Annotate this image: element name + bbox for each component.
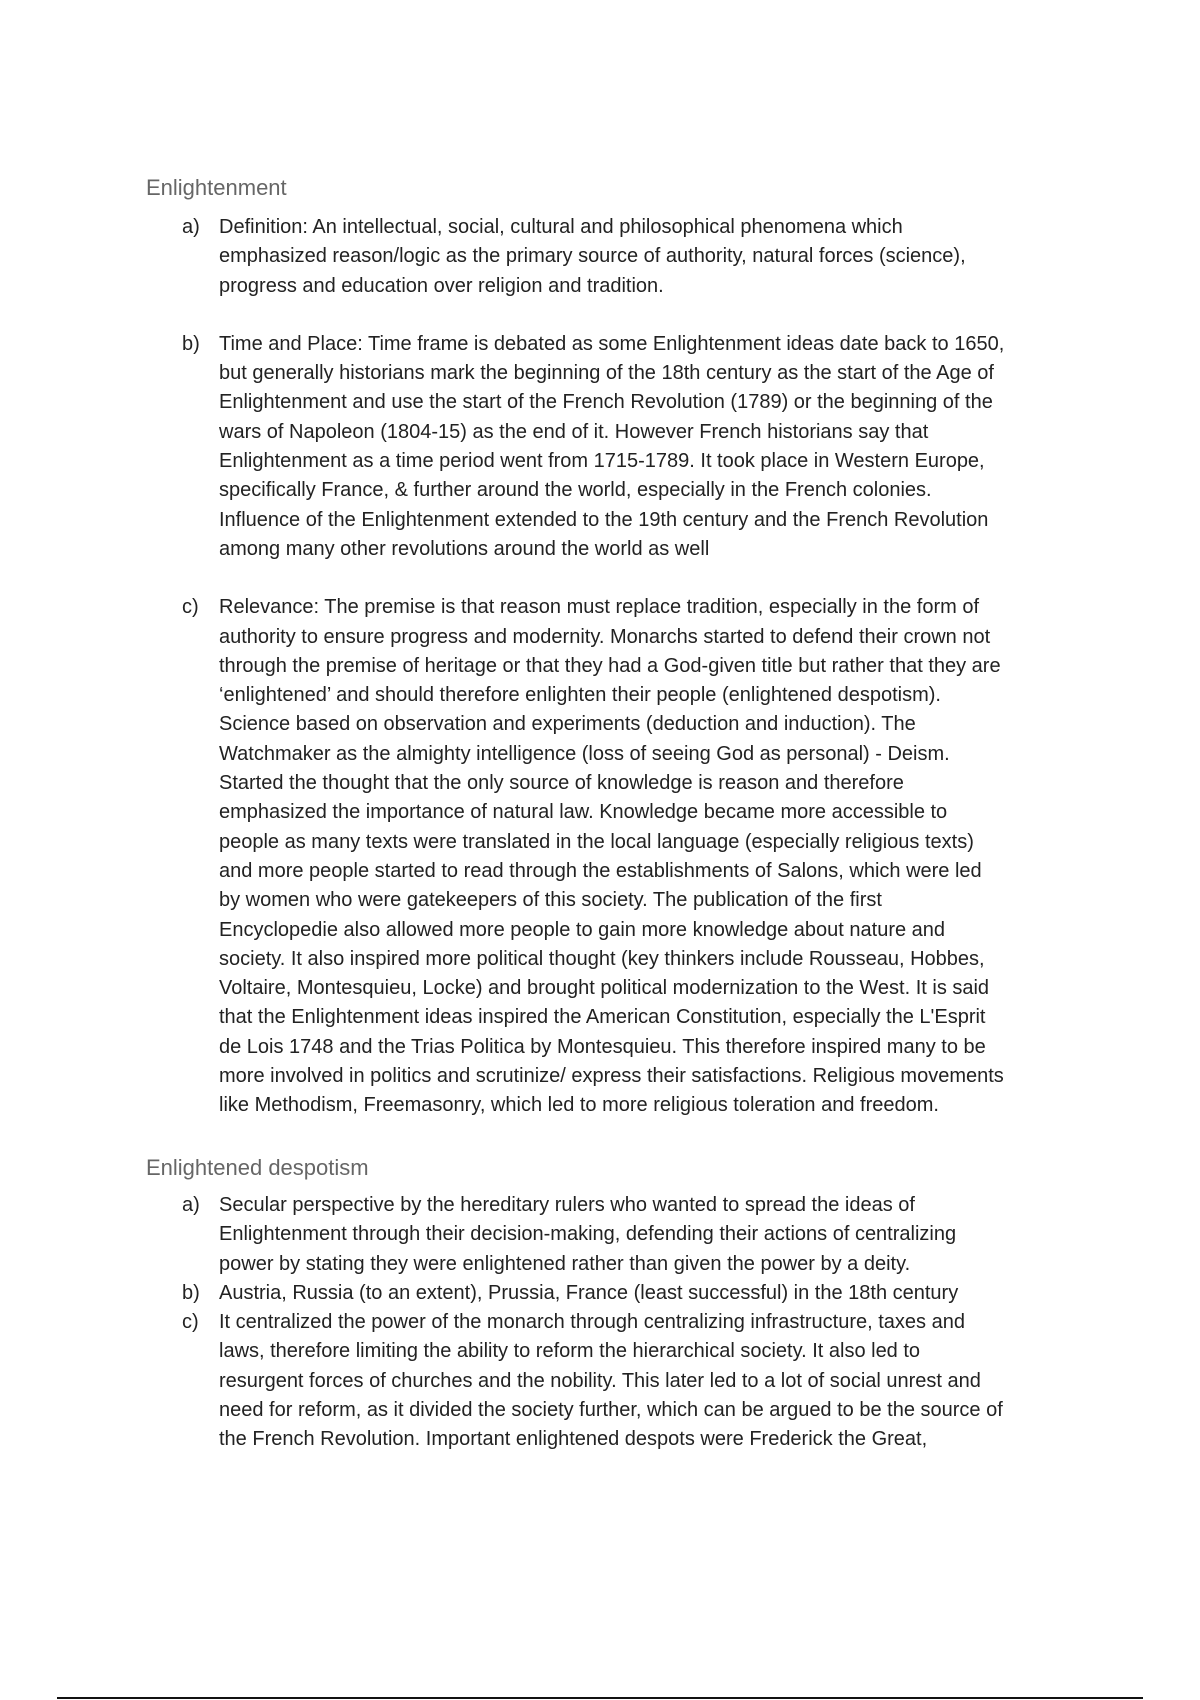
list-item <box>0 1191 1099 1279</box>
text-line: Enlightenment through their decision-making, defending their actions of centralizing <box>219 1223 957 1246</box>
list-item-text <box>219 213 1099 301</box>
text-line: resurgent forces of churches and the nobility. This later led to a lot of social unrest and <box>219 1369 981 1392</box>
text-line: Austria, Russia (to an extent), Prussia, France (least successful) in the 18th century <box>219 1281 959 1304</box>
text-line: among many other revolutions around the world as well <box>219 537 710 560</box>
text-line: Enlightenment as a time period went from 1715-1789. It took place in Western Europe, <box>219 450 985 473</box>
list-item <box>0 330 1099 564</box>
list-marker: c) <box>182 596 199 619</box>
text-line: Started the thought that the only source of knowledge is reason and therefore <box>219 772 904 795</box>
text-line: Definition: An intellectual, social, cultural and philosophical phenomena which <box>219 216 903 238</box>
text-line: Time and Place: Time frame is debated as some Enlightenment ideas date back to 1650, <box>219 332 1005 355</box>
list-marker: c) <box>182 1311 199 1334</box>
list-item-text <box>219 1308 1099 1454</box>
text-line: laws, therefore limiting the ability to reform the hierarchical society. It also led to <box>219 1340 921 1363</box>
text-line: but generally historians mark the beginning of the 18th century as the start of the Age of <box>219 362 994 385</box>
list-item-text <box>219 330 1099 564</box>
text-line: It centralized the power of the monarch through centralizing infrastructure, taxes and <box>219 1311 965 1334</box>
list-marker: b) <box>182 332 200 355</box>
text-line: ‘enlightened’ and should therefore enlighten their people (enlightened despotism). <box>219 684 941 707</box>
page-bottom-divider <box>57 1697 1143 1699</box>
text-line: authority to ensure progress and modernity. Monarchs started to defend their crown not <box>219 625 991 648</box>
list-marker: a) <box>182 1194 200 1216</box>
list-item <box>0 1279 1099 1308</box>
text-line: people as many texts were translated in the local language (especially religious texts) <box>219 830 974 853</box>
section-heading-enlightenment: Enlightenment <box>146 175 287 200</box>
enlightened-despotism-list <box>0 1191 1099 1455</box>
list-item-text <box>219 1191 1099 1279</box>
text-line: de Lois 1748 and the Trias Politica by Montesquieu. This therefore inspired many to be <box>219 1035 986 1058</box>
text-line: progress and education over religion and tradition. <box>219 274 664 297</box>
text-line: power by stating they were enlightened rather than given the power by a deity. <box>219 1252 911 1275</box>
text-line: and more people started to read through the establishments of Salons, which were led <box>219 859 982 882</box>
text-line: Influence of the Enlightenment extended to the 19th century and the French Revolution <box>219 508 989 531</box>
text-line: the French Revolution. Important enlightened despots were Frederick the Great, <box>219 1428 928 1451</box>
text-line: need for reform, as it divided the society further, which can be argued to be the source of <box>219 1399 1003 1422</box>
text-line: Enlightenment and use the start of the French Revolution (1789) or the beginning of the <box>219 391 993 414</box>
text-line: Encyclopedie also allowed more people to gain more knowledge about nature and <box>219 918 946 941</box>
text-line: Secular perspective by the hereditary rulers who wanted to spread the ideas of <box>219 1194 915 1216</box>
list-item <box>0 593 1099 1120</box>
list-item-text <box>219 593 1099 1120</box>
text-line: specifically France, & further around the world, especially in the French colonies. <box>219 479 932 502</box>
text-line: Voltaire, Montesquieu, Locke) and brought political modernization to the West. It is said <box>219 977 990 1000</box>
list-marker: b) <box>182 1281 200 1304</box>
text-line: emphasized reason/logic as the primary source of authority, natural forces (science), <box>219 245 966 268</box>
text-line: Watchmaker as the almighty intelligence (loss of seeing God as personal) - Deism. <box>219 742 950 765</box>
list-marker: a) <box>182 216 200 238</box>
section-heading-enlightened-despotism: Enlightened despotism <box>146 1155 369 1180</box>
list-item-text <box>219 1279 1099 1308</box>
text-line: by women who were gatekeepers of this society. The publication of the first <box>219 889 882 912</box>
text-line: more involved in politics and scrutinize/ express their satisfactions. Religious movements <box>219 1065 1004 1088</box>
list-item <box>0 213 1099 301</box>
text-line: Science based on observation and experiments (deduction and induction). The <box>219 713 916 736</box>
enlightenment-list <box>0 213 1099 1121</box>
text-line: Relevance: The premise is that reason must replace tradition, especially in the form of <box>219 596 979 619</box>
text-line: emphasized the importance of natural law. Knowledge became more accessible to <box>219 801 948 824</box>
list-item <box>0 1308 1099 1454</box>
text-line: that the Enlightenment ideas inspired the American Constitution, especially the L'Esprit <box>219 1006 986 1029</box>
text-line: like Methodism, Freemasonry, which led to more religious toleration and freedom. <box>219 1094 939 1117</box>
text-line: society. It also inspired more political thought (key thinkers include Rousseau, Hobbes, <box>219 947 985 970</box>
text-line: through the premise of heritage or that they had a God-given title but rather that they are <box>219 654 1001 677</box>
text-line: wars of Napoleon (1804-15) as the end of it. However French historians say that <box>219 420 929 443</box>
